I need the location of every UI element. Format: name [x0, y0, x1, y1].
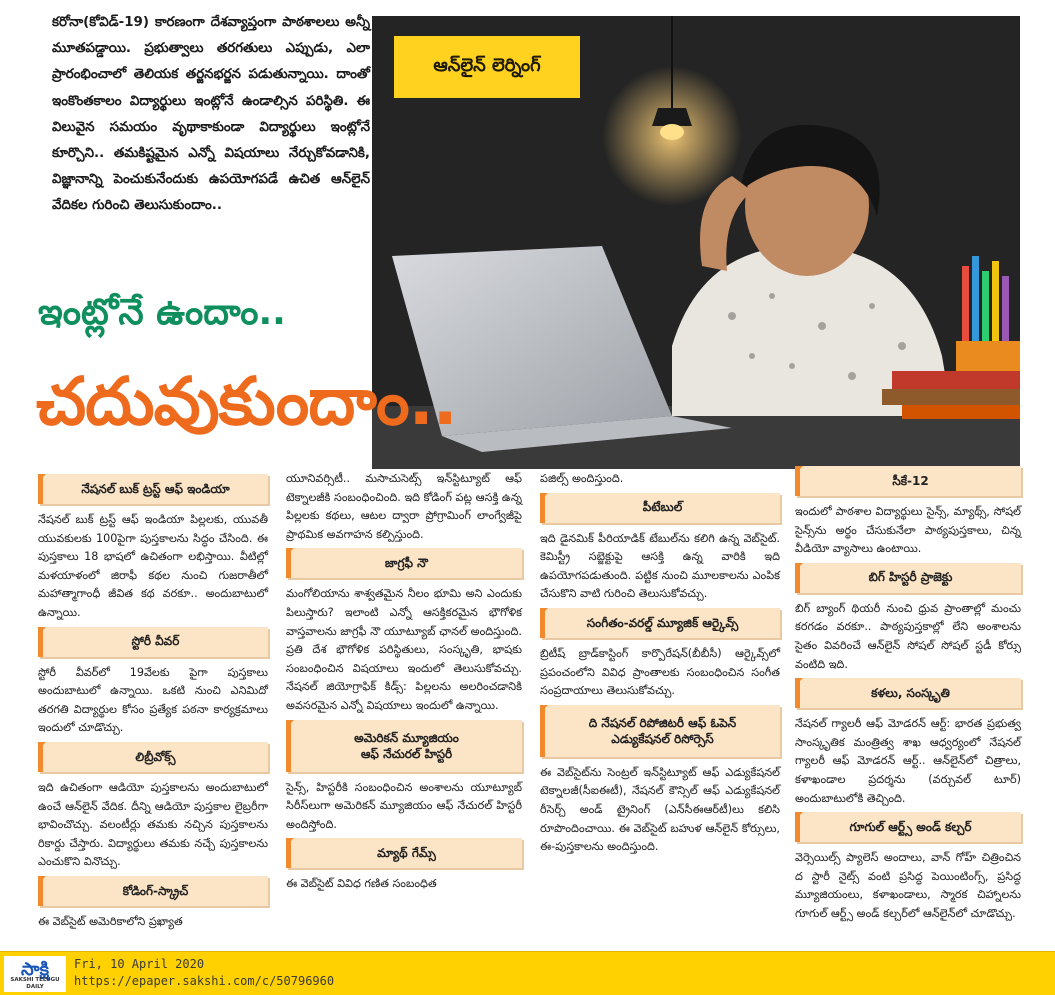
- section-body: స్టోరీ వీవర్‌లో 19వేలకు పైగా పుస్తకాలు అందుబాటులో ఉన్నాయి. ఒకటి నుంచి ఎనిమిదో తరగతి విద్యార్థుల కోసం ప్రత్యేక పఠనా కార్యక్రమాలు ఇందులో చూడొచ్చు.: [38, 665, 268, 735]
- section-heading: స్టోరీ వీవర్: [38, 627, 268, 657]
- article-photo: [372, 16, 1020, 469]
- section-heading-line: అమెరికన్ మ్యూజియం: [354, 730, 459, 745]
- section-heading: బిగ్ హిస్టరీ ప్రాజెక్టు: [795, 563, 1021, 593]
- epaper-url[interactable]: https://epaper.sakshi.com/c/50796960: [74, 974, 335, 988]
- issue-date: Fri, 10 April 2020: [74, 957, 205, 971]
- column-3: [540, 470, 780, 861]
- section-body: నేషనల్ బుక్ ట్రస్ట్ ఆఫ్ ఇండియా పిల్లలకు, యువతీ యువకులకు 100పైగా పుస్తకాలను సిద్ధం చేసింది. ఈ పుస్తకాలు 18 భాషలో ఉచితంగా లభిస్తాయి. వీటిల్లో మళయాళంలో జిరాఫీ కథల నుంచి గుజరాతీలో మహాత్మాగాంధీ జీవిత కథ వరకూ.. అందుబాటులో ఉన్నాయి.: [38, 513, 268, 619]
- section-body: ఈ వెబ్‌సైట్ అమెరికాలోని ప్రఖ్యాత: [38, 914, 183, 928]
- logo-text: సాక్షి: [21, 959, 49, 980]
- section-heading: [540, 705, 780, 757]
- section-heading: కళలు, సంస్కృతి: [795, 678, 1021, 708]
- intro-paragraph: కరోనా(కోవిడ్-19) కారణంగా దేశవ్యాప్తంగా పాఠశాలలు అన్నీ మూతపడ్డాయి. ప్రభుత్వాలు తరగతులు ఎప్పుడు, ఎలా ప్రారంభించాలో తెలియక తర్జనభర్జన పడుతున్నాయి. దాంతో ఇంకొంతకాలం విద్యార్థులు ఇంట్లోనే ఉండాల్సిన పరిస్థితి. ఈ విలువైన సమయం వృథాకాకుండా విద్యార్థులు ఇంట్లోనే కూర్చొని.. తమకిష్టమైన ఎన్నో విషయాలు నేర్చుకోవడానికి, విజ్ఞానాన్ని పెంచుకునేందుకు ఉపయోగపడే ఉచిత ఆన్‌లైన్ వేదికల గురించి తెలుసుకుందాం..: [52, 15, 370, 214]
- section-heading: సంగీతం-వరల్డ్ మ్యూజిక్ ఆర్కైవ్స్: [540, 608, 780, 638]
- column-2: [286, 470, 522, 898]
- headline: చదువుకుందాం..: [36, 363, 457, 440]
- section-heading: కోడింగ్-స్క్రాచ్: [38, 876, 268, 906]
- section-body: ఇది ఉచితంగా ఆడియో పుస్తకాలను అందుబాటులో ఉంచే ఆన్‌లైన్ వేదిక. దీన్ని ఆడియో పుస్తకాల లైబ్రరీగా భావించొచ్చు. వలంటీర్లు తమకు నచ్చిన పుస్తకాలను రికార్డు చేస్తారు. విద్యార్థులు తమకు నచ్చే పుస్తకాలను ఎంచుకొని వినొచ్చు.: [38, 780, 268, 869]
- section-heading: మ్యాథ్ గేమ్స్: [286, 838, 522, 868]
- section-body: మంగోలియాను శాశ్వతమైన నీలం భూమి అని ఎందుకు పిలుస్తారు? ఇలాంటి ఎన్నో ఆసక్తికరమైన భౌగోళిక వాస్తవాలను జాగ్రఫీ నౌ యూట్యూబ్ ఛానల్ అందిస్తుంది. ప్రతి దేశ భౌగోళిక పరిస్థితులు, సంస్కృతి, భాషకు సంబంధించిన విషయాలు ఇందులో తెలుసుకోవచ్చు. నేషనల్ జియోగ్రాఫిక్ కిడ్స్: పిల్లలను అలరించడానికి అవసరమైన ఎన్నో విషయాలు ఇందులో ఉన్నాయి.: [286, 587, 522, 712]
- section-body: యూనివర్సిటీ.. మసాచుసెట్స్ ఇన్‌స్టిట్యూట్ ఆఫ్ టెక్నాలజీకి సంబంధించింది. ఇది కోడింగ్ పట్ల ఆసక్తి ఉన్న పిల్లలకు కథలు, ఆటల ద్వారా ప్రోగ్రామింగ్ లాంగ్వేజీపై ప్రాథమిక అవగాహన కల్పిస్తుంది.: [286, 472, 522, 541]
- section-body: ఈ వెబ్‌సైట్‌ను సెంట్రల్ ఇన్‌స్టిట్యూట్ ఆఫ్ ఎడ్యుకేషనల్ టెక్నాలజీ(సీఐఈటీ), నేషనల్ కౌన్సిల్ ఆఫ్ ఎడ్యుకేషనల్ రీసెర్చ్ అండ్ ట్రైనింగ్ (ఎన్‌సీఈఆర్‌టీ)లు కలిసి రూపొందించాయి. ఈ వెబ్‌సైట్ బహుళ ఆన్‌లైన్ కోర్సులు, ఈ-పుస్తకాలను అందిస్తుంది.: [540, 765, 780, 854]
- section-heading: పీటేబుల్: [540, 493, 780, 523]
- section-body: ఈ వెబ్‌సైట్ వివిధ గణిత సంబంధిత: [286, 877, 437, 891]
- section-heading-line: ఎడ్యుకేషనల్ రిసోర్సెస్: [611, 731, 714, 746]
- subheadline: ఇంట్లోనే ఉందాం..: [38, 292, 286, 333]
- section-heading: [286, 720, 522, 772]
- section-body: బ్రిటీష్ బ్రాడ్‌కాస్టింగ్ కార్పొరేషన్(బీబీసీ) ఆర్కైవ్స్‌లో ప్రపంచంలోని వివిధ ప్రాంతాలకు సంబంధించిన సంగీత సంప్రదాయాలు తెలుసుకోవచ్చు.: [540, 646, 780, 698]
- section-heading: జాగ్రఫీ నౌ: [286, 548, 522, 578]
- section-body: బిగ్ బ్యాంగ్ థియరీ నుంచి ధ్రువ ప్రాంతాల్లో మంచు కరగడం వరకూ.. పాఠ్యపుస్తకాల్లో లేని అంశాలను సైతం వివరించే ఆన్‌లైన్ సోషల్ సోషల్ స్టడీ కోర్సు వంటిది ఇది.: [795, 601, 1021, 671]
- column-1: [38, 470, 268, 936]
- section-heading: నేషనల్ బుక్ ట్రస్ట్ ఆఫ్ ఇండియా: [38, 474, 268, 504]
- column-4: [795, 462, 1021, 928]
- section-heading: సీకే-12: [795, 466, 1021, 496]
- logo-subtitle: SAKSHI TELUGU DAILY: [10, 977, 60, 990]
- sakshi-logo[interactable]: [4, 956, 66, 992]
- section-body: నేషనల్ గ్యాలరీ ఆఫ్ మోడరన్ ఆర్ట్: భారత ప్రభుత్వ సాంస్కృతిక మంత్రిత్వ శాఖ ఆధ్వర్యంలో నేషనల్ గ్యాలరీ ఆఫ్ మోడరన్ ఆర్ట్.. ఆన్‌లైన్‌లో చిత్రాలు, కళాఖండాల ప్రదర్శను (వర్చువల్ టూర్) అందుబాటులోకి తెచ్చింది.: [795, 717, 1021, 805]
- section-heading-line: ఆఫ్ నేచురల్ హిస్టరీ: [360, 746, 453, 761]
- section-body: వెర్సెయిల్స్ ప్యాలెస్ అందాలు, వాన్ గోహ్ చిత్రించిన ద స్టారీ నైట్స్ వంటి ప్రసిద్ధ పెయింటింగ్స్, ప్రసిద్ధ మ్యూజియంలు, కళాఖండాలు, స్మారక చిహ్నాలను గూగుల్ ఆర్ట్స్ అండ్ కల్చర్‌లో ఆన్‌లైన్‌లో చూడొచ్చు.: [795, 851, 1021, 920]
- section-body: పజిల్స్ అందిస్తుంది.: [540, 472, 624, 485]
- section-heading: లిబ్రీవోక్స్: [38, 742, 268, 772]
- photo-badge: ఆన్‌లైన్ లెర్నింగ్: [394, 36, 580, 98]
- section-heading-line: ది నేషనల్ రిపోజిటరీ ఆఫ్ ఓపెన్: [588, 715, 737, 730]
- section-heading: గూగుల్ ఆర్ట్స్ అండ్ కల్చర్: [795, 812, 1021, 842]
- section-body: సైన్స్, హిస్టరీకి సంబంధించిన అంశాలను యూట్యూబ్ సిరీస్‌లుగా అమెరికన్ మ్యూజియం ఆఫ్ నేచురల్ హిస్టరీ అందిస్తోంది.: [286, 780, 522, 831]
- footer-bar: [0, 951, 1055, 995]
- section-body: ఇది డైనమిక్ పీరియాడిక్ టేబుల్‌ను కలిగి ఉన్న వెబ్‌సైట్. కెమిస్ట్రీ సబ్జెక్టుపై ఆసక్తి ఉన్న వారికి ఇది ఉపయోగపడుతుంది. పట్టిక నుంచి మూలకాలను ఎంపిక చేసుకొని వాటి గురించి తెలుసుకోవచ్చు.: [540, 531, 780, 601]
- section-body: ఇందులో పాఠశాల విద్యార్థులు సైన్స్, మ్యాథ్స్, సోషల్ సైన్స్‌ను అర్థం చేసుకునేలా పాఠ్యపుస్తకాలు, చిన్న వీడియో వ్యాసాలు ఉంటాయి.: [795, 505, 1021, 556]
